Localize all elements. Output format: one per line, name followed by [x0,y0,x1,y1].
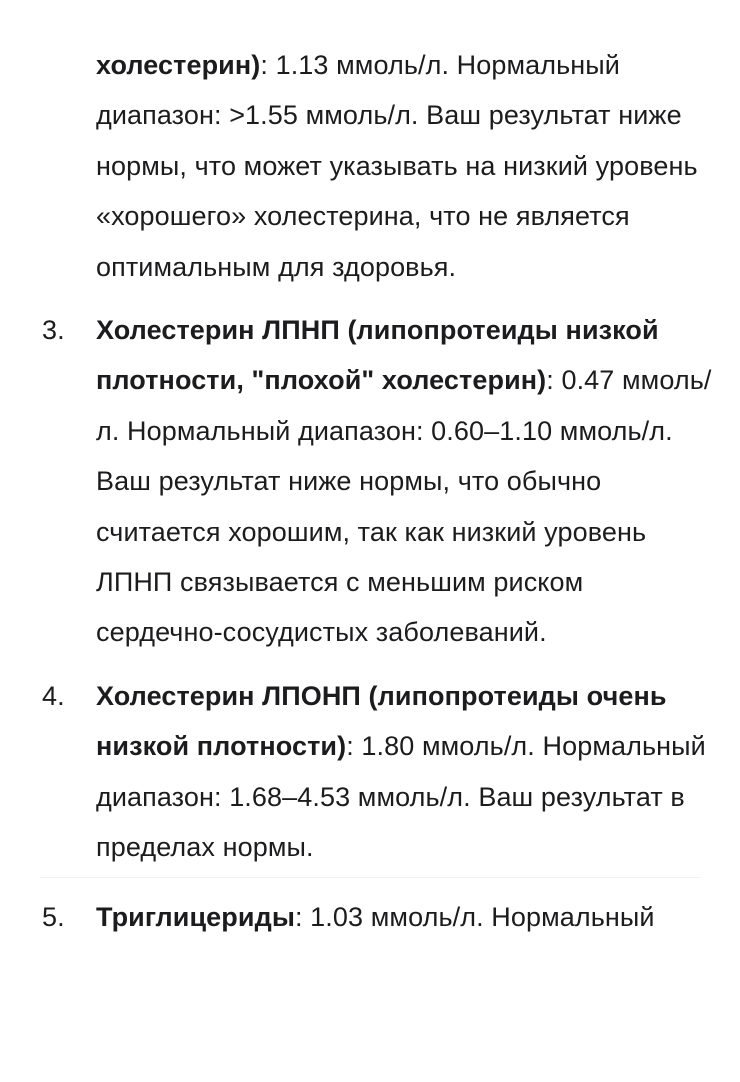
list-item-description: : 1.03 ммоль/л. Нормальный [294,901,655,932]
list-item-number: 4. [42,680,65,711]
list-item-term: Холестерин ЛПНП (липопротеиды низкой плотности, "плохой" холестерин) [96,315,659,396]
list-item-description: : 1.13 ммоль/л. Нормальный диапазон: >1.55 ммоль/л. Ваш результат ниже нормы, что может указывать на низкий уровень «хорошего» холестерина, что не является оптимальным для здоровья. [96,50,698,282]
list-item-text [96,40,716,292]
list-item-text [96,305,716,658]
divider [40,877,700,878]
list-item-description: : 0.47 ммоль/л. Нормальный диапазон: 0.60–1.10 ммоль/л. Ваш результат ниже нормы, что обычно считается хорошим, так как низкий уровень ЛПНП связывается с меньшим риском сердечно-сосудистых заболеваний. [96,365,712,648]
list-item-term: Холестерин ЛПОНП (липопротеиды очень низкой плотности) [96,680,667,762]
list-item-vldl [0,671,740,873]
list-item-description: : 1.80 ммоль/л. Нормальный диапазон: 1.68–4.53 ммоль/л. Ваш результат в пределах нормы. [96,731,706,863]
list-item-text [96,671,716,873]
list-item-term: Триглицериды [96,901,295,932]
list-item-number: 5. [42,901,65,932]
list-item-number: 3. [42,315,65,346]
list-item-text [96,892,716,942]
list-item-ldl [0,305,740,658]
list-item-term: холестерин) [96,50,261,80]
list-item-continuation [0,40,740,292]
list-item-triglycerides [0,892,740,942]
